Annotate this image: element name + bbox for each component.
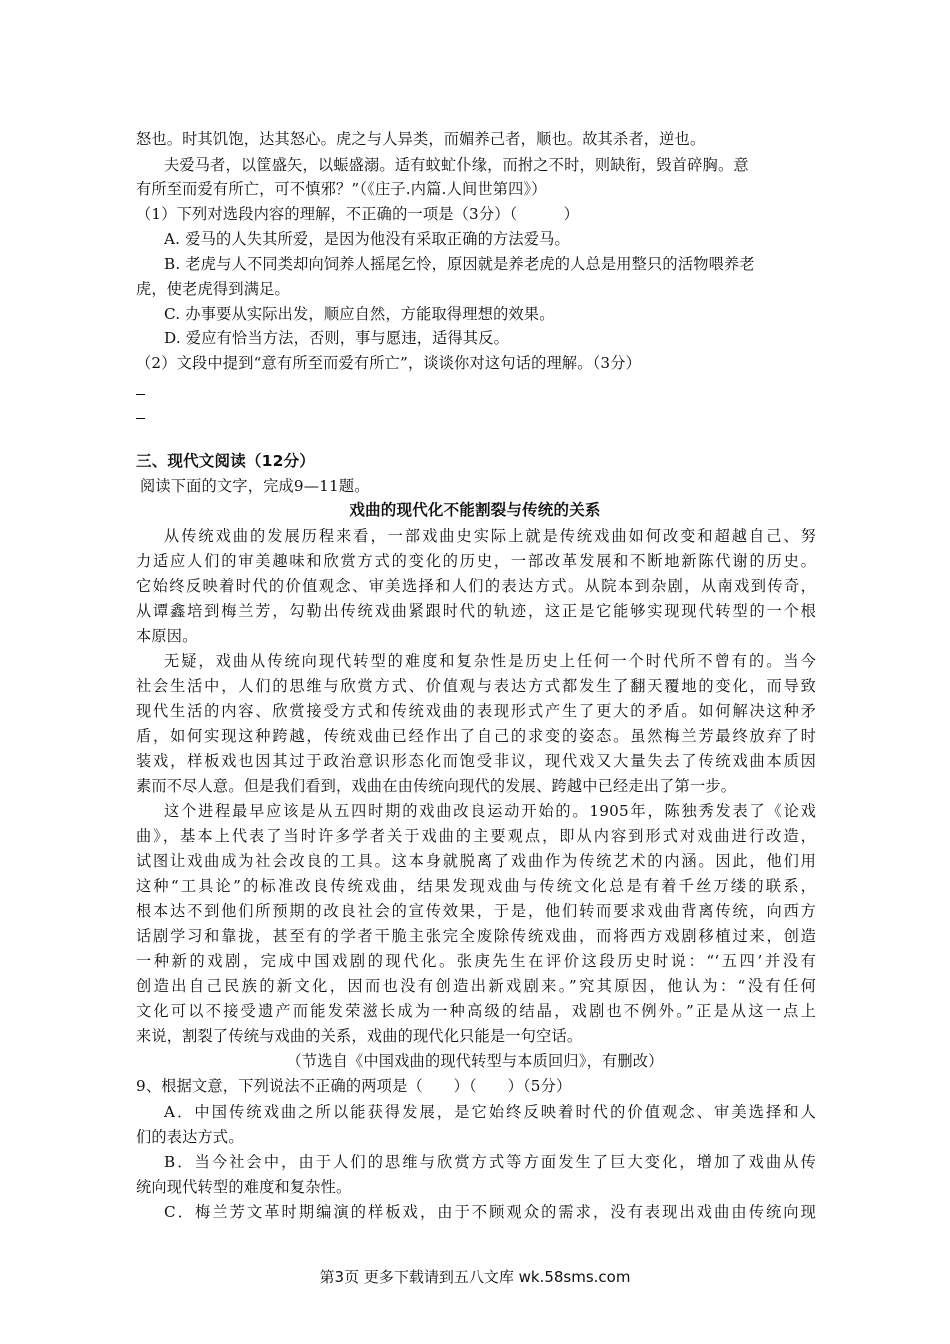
section-instruction: 阅读下面的文字，完成9—11题。 [140, 477, 370, 495]
question-1-stem: （1）下列对选段内容的理解，不正确的一项是（3分）（ ） [136, 205, 579, 223]
essay-line: 话剧学习和靠拢，甚至有的学者干脆主张完全废除传统戏曲，而将西方戏剧移植过来，创造 [136, 927, 816, 945]
essay-line: 无疑，戏曲从传统向现代转型的难度和复杂性是历史上任何一个时代所不曾有的。当今 [164, 652, 816, 670]
question-9-option-b-cont: 统向现代转型的难度和复杂性。 [136, 1178, 352, 1196]
question-9-option-c: C．梅兰芳文革时期编演的样板戏，由于不顾观众的需求，没有表现出戏曲由传统向现 [164, 1203, 816, 1221]
essay-line: 装戏，样板戏也因其过于政治意识形态化而饱受非议，现代戏又大量失去了传统戏曲本质因 [136, 752, 816, 770]
essay-line: 这种“工具论”的标准改良传统戏曲，结果发现戏曲与传统文化总是有着千丝万缕的联系， [136, 877, 816, 895]
essay-line: 根本达不到他们所预期的改良社会的宣传效果，于是，他们转而要求戏曲背离传统，向西方 [136, 902, 816, 920]
answer-blank-line [136, 394, 145, 395]
question-1-option-c: C. 办事要从实际出发，顺应自然，方能取得理想的效果。 [164, 305, 555, 323]
question-1-option-a: A. 爱马的人失其所爱，是因为他没有采取正确的方法爱马。 [164, 230, 570, 248]
essay-line: 现代生活的内容、欣赏接受方式和传统戏曲的表现形式产生了更大的矛盾。如何解决这种矛 [136, 702, 816, 720]
answer-blank-line [136, 418, 145, 419]
question-9-stem: 9、根据文意，下列说法不正确的两项是（ ）（ ）（5分） [136, 1077, 572, 1095]
essay-source: （节选自《中国戏曲的现代转型与本质回归》，有删改） [286, 1052, 664, 1070]
essay-line: 一种新的戏剧，完成中国戏剧的现代化。张庚先生在评价这段历史时说：“‘五四’并没有 [136, 952, 816, 970]
essay-line: 这个进程最早应该是从五四时期的戏曲改良运动开始的。1905年，陈独秀发表了《论戏 [164, 802, 816, 820]
question-9-option-a-cont: 们的表达方式。 [136, 1128, 244, 1146]
essay-line: 盾，如何实现这种跨越，传统戏曲已经作出了自己的求变的姿态。虽然梅兰芳最终放弃了时 [136, 727, 816, 745]
essay-line: 来说，割裂了传统与戏曲的关系，戏曲的现代化只能是一句空话。 [136, 1027, 583, 1045]
essay-line: 文化可以不接受遗产而能发荣滋长成为一种高级的结晶，戏剧也不例外。”正是从这一点上 [136, 1002, 816, 1020]
section-heading: 三、现代文阅读（12分） [136, 452, 315, 470]
essay-line: 曲》，基本上代表了当时许多学者关于戏曲的主要观点，即从内容到形式对戏曲进行改造， [136, 827, 816, 845]
essay-line: 力适应人们的审美趣味和欣赏方式的变化的历史，一部改革发展和不断地新陈代谢的历史。 [136, 552, 816, 570]
essay-line: 创造出自己民族的新文化，因而也没有创造出新戏剧来。”究其原因，他认为：“没有任何 [136, 977, 816, 995]
classical-text-line: 夫爱马者，以筐盛矢，以蜄盛溺。适有蚊虻仆缘，而拊之不时，则缺衔，毁首碎胸。意 [164, 156, 749, 174]
essay-line: 试图让戏曲成为社会改良的工具。这本身就脱离了戏曲作为传统艺术的内涵。因此，他们用 [136, 852, 816, 870]
classical-text-line: 有所至而爱有所亡，可不慎邪？”（《庄子.内篇.人间世第四》） [136, 180, 547, 198]
question-9-option-a: A．中国传统戏曲之所以能获得发展，是它始终反映着时代的价值观念、审美选择和人 [164, 1103, 816, 1121]
page-footer: 第3页 更多下载请到五八文库 wk.58sms.com [319, 1268, 631, 1286]
essay-line: 从谭鑫培到梅兰芳，勾勒出传统戏曲紧跟时代的轨迹，这正是它能够实现现代转型的一个根 [136, 602, 816, 620]
essay-line: 社会生活中，人们的思维与欣赏方式、价值观与表达方式都发生了翻天覆地的变化，而导致 [136, 677, 816, 695]
question-9-option-b: B．当今社会中，由于人们的思维与欣赏方式等方面发生了巨大变化，增加了戏曲从传 [164, 1153, 816, 1171]
essay-line: 素而不尽人意。但是我们看到，戏曲在由传统向现代的发展、跨越中已经走出了第一步。 [136, 777, 737, 795]
essay-line: 从传统戏曲的发展历程来看，一部戏曲史实际上就是传统戏曲如何改变和超越自己、努 [164, 527, 816, 545]
question-1-option-b: B. 老虎与人不同类却向饲养人摇尾乞怜，原因就是养老虎的人总是用整只的活物喂养老 [164, 255, 755, 273]
classical-text-line: 怒也。时其饥饱，达其怒心。虎之与人异类，而媚养己者，顺也。故其杀者，逆也。 [136, 130, 706, 148]
essay-title: 戏曲的现代化不能割裂与传统的关系 [349, 501, 601, 519]
essay-line: 它始终反映着时代的价值观念、审美选择和人们的表达方式。从院本到杂剧，从南戏到传奇， [136, 577, 816, 595]
question-1-option-d: D. 爱应有恰当方法，否则，事与愿违，适得其反。 [164, 329, 510, 347]
question-1-option-b-cont: 虎，使老虎得到满足。 [136, 280, 290, 298]
question-2-stem: （2）文段中提到“意有所至而爱有所亡”，谈谈你对这句话的理解。（3分） [136, 354, 642, 372]
essay-line: 本原因。 [136, 627, 198, 645]
